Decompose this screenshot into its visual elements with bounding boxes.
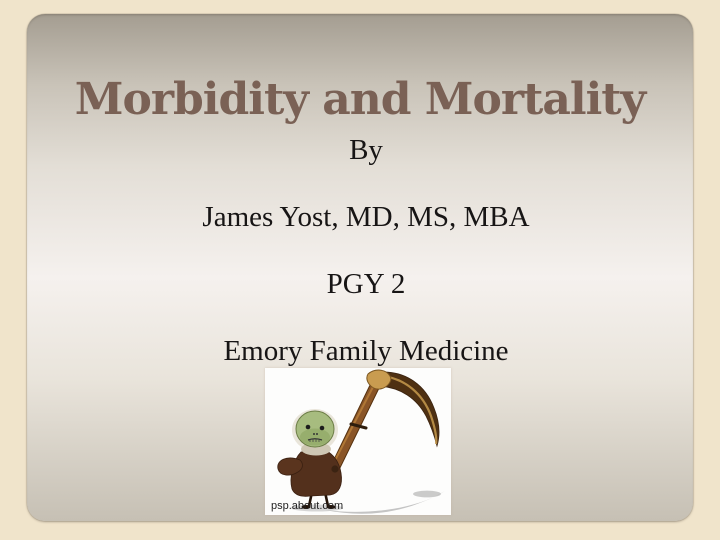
reaper-robe xyxy=(291,450,342,496)
byline-label: By xyxy=(349,134,383,166)
reaper-eye-right xyxy=(320,426,325,431)
reaper-hand xyxy=(331,465,338,472)
image-source-caption: psp.about.com xyxy=(271,500,344,512)
reaper-nostril-right xyxy=(316,433,318,435)
institution-name: Emory Family Medicine xyxy=(223,335,509,367)
reaper-head-shading xyxy=(300,429,330,446)
scythe-knob xyxy=(367,370,391,389)
author-year: PGY 2 xyxy=(326,268,406,300)
reaper-eye-left xyxy=(306,425,311,430)
grim-reaper-illustration xyxy=(265,368,451,515)
blade-tip-shadow xyxy=(413,491,441,498)
author-name: James Yost, MD, MS, MBA xyxy=(202,201,530,233)
reaper-nostril-left xyxy=(313,433,315,435)
grim-reaper-image xyxy=(265,368,451,515)
slide-title: Morbidity and Mortality xyxy=(74,74,646,126)
